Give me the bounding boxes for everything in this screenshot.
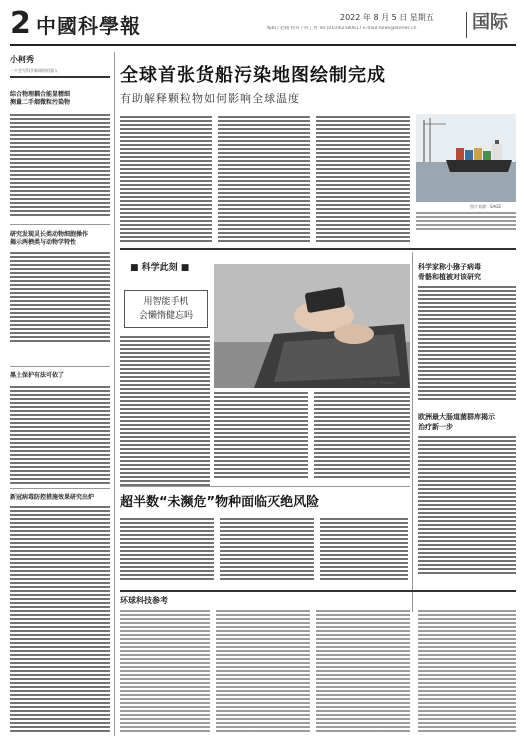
feature-body-col	[120, 336, 210, 486]
feature-callout-line: 用智能手机	[143, 297, 189, 307]
left-story-title: 研究发现灵长类动物细胞操作 揭示两栖类与动物学特性	[10, 231, 89, 246]
bottom-section-header: 环球科技参考	[120, 596, 168, 605]
right-column-divider	[412, 252, 413, 612]
ship-caption	[416, 212, 516, 232]
lead-body-col	[120, 116, 212, 244]
bottom-body-col	[418, 610, 516, 734]
feature-section-text: 科学此刻	[141, 263, 178, 273]
right-brief-body	[418, 436, 516, 576]
left-column-divider	[114, 52, 115, 736]
left-divider	[10, 366, 110, 367]
second-body-col	[120, 518, 214, 580]
right-brief-title: 欧洲最大肠道菌群库揭示 治疗新一步	[418, 413, 495, 431]
left-column-section-label: 一个会写科学新闻的机器人	[10, 68, 58, 73]
second-headline: 超半数“未濒危”物种面临灭绝风险	[120, 495, 320, 510]
left-story-title: 综合物理耦合能显精细 测量二手烟微粒污染物	[10, 91, 71, 106]
second-body-col	[220, 518, 314, 580]
section-rule	[120, 590, 516, 592]
second-body-col	[320, 518, 408, 580]
issue-date: 2022 年 8 月 5 日 星期五	[340, 13, 434, 22]
masthead	[10, 8, 516, 42]
bottom-body-col	[316, 610, 410, 734]
phone-photo-credit: 图片来源：Pixabay	[360, 380, 396, 385]
feature-body-col	[214, 392, 308, 478]
bottom-body-col	[216, 610, 310, 734]
left-rule	[10, 76, 110, 78]
feature-callout-line: 会懒惰健忘吗	[138, 311, 193, 321]
lead-headline: 全球首张货船污染地图绘制完成	[120, 65, 386, 86]
newspaper-name: 中國科學報	[36, 14, 141, 38]
page-number: 2	[10, 6, 31, 41]
left-story-body	[10, 506, 110, 732]
left-column-header: 小柯秀	[10, 55, 34, 64]
masthead-rule	[10, 44, 516, 46]
bottom-body-col	[120, 610, 210, 734]
feature-section-label: ■ 科学此刻 ■	[130, 263, 190, 273]
section-tag: 国际	[472, 12, 508, 33]
right-brief-body	[418, 286, 516, 400]
left-story-title: 新冠病毒防控措施效果研究出炉	[10, 494, 95, 501]
left-divider	[10, 224, 110, 225]
lead-subheadline: 有助解释颗粒物如何影响全球温度	[120, 92, 300, 105]
left-divider	[10, 488, 110, 489]
ship-photo-credit: 图片来源：SAGE	[470, 204, 501, 209]
contact-line: 编辑 / 赵路 校对 / 何工秀 Tel:(010)62580617 E-mail:news@stimes.cn	[267, 26, 417, 31]
left-story-body	[10, 252, 110, 342]
lead-body-col	[316, 116, 410, 244]
cargo-ship-photo	[416, 114, 516, 202]
feature-body-col	[314, 392, 410, 478]
cargo-ship-illustration	[416, 114, 516, 202]
smartphone-photo	[214, 264, 410, 388]
hands-phone-illustration	[214, 264, 410, 388]
section-rule	[120, 486, 410, 487]
feature-callout	[124, 290, 208, 328]
lead-body-col	[218, 116, 310, 244]
left-story-title: 黑土保护有法可依了	[10, 372, 65, 379]
section-rule	[120, 248, 516, 250]
masthead-separator	[466, 12, 467, 38]
right-brief-title: 科学家称小猕子病毒 骨骼和植被对该研究	[418, 263, 481, 281]
left-story-body	[10, 386, 110, 484]
left-story-body	[10, 114, 110, 218]
